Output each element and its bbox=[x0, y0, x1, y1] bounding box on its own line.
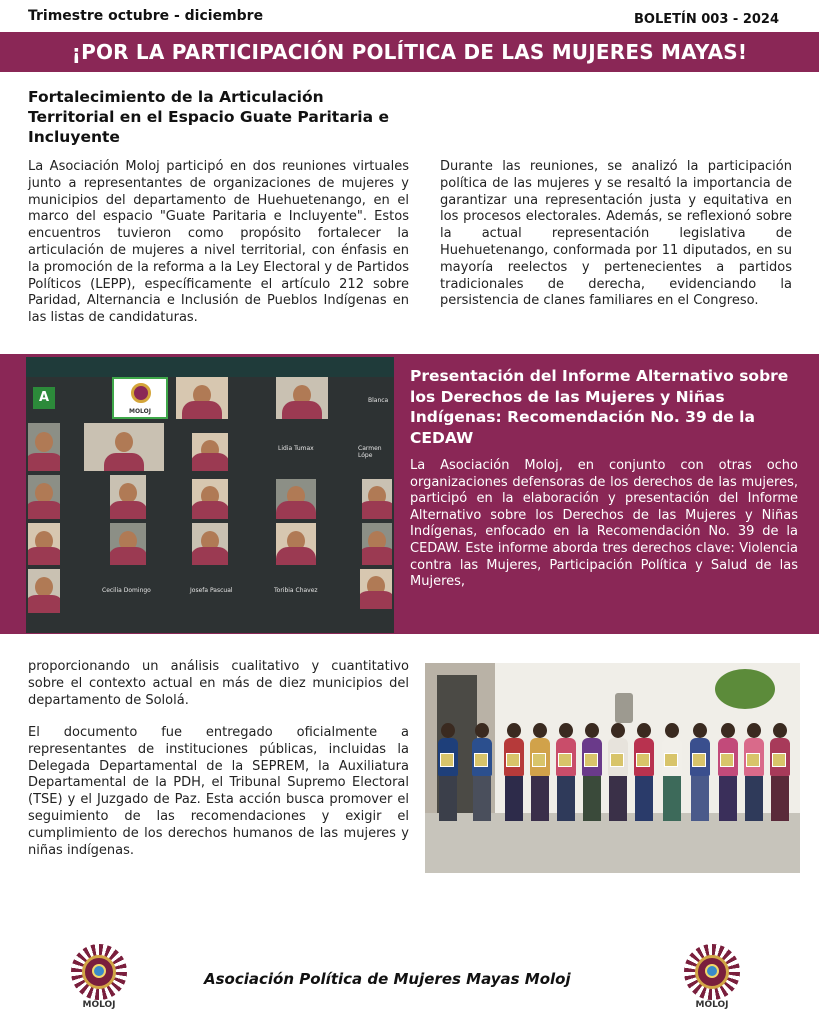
video-tile bbox=[28, 423, 60, 471]
moloj-logo-text: MOLOJ bbox=[128, 408, 151, 415]
group-photo bbox=[425, 663, 800, 873]
video-tile bbox=[192, 523, 228, 565]
video-tile bbox=[362, 523, 392, 565]
page-banner: ¡POR LA PARTICIPACIÓN POLÍTICA DE LAS MUJERES MAYAS! bbox=[0, 32, 819, 72]
video-tile bbox=[276, 523, 316, 565]
footer-logo-right bbox=[681, 944, 751, 1010]
video-tile bbox=[192, 433, 228, 471]
section2-text: La Asociación Moloj, en conjunto con otras ocho organizaciones defensoras de los derechos de las mujeres, participó en la elaboración y presentación del Informe Alternativo sobre los Derechos de las Mujeres y Niñas Indígenas, enfocado en la Recomendación No. 39 de la CEDAW. Este informe aborda tres derechos clave: Violencia contra las Mujeres, Participación Política y Salud de las Mujeres, bbox=[410, 458, 798, 590]
section2-title: Presentación del Informe Alternativo sobre los Derechos de las Mujeres y Niñas Indígenas: Recomendación No. 39 de la CEDAW bbox=[410, 367, 789, 447]
video-tile bbox=[276, 479, 316, 519]
section2-paragraph2: El documento fue entregado oficialmente a representantes de instituciones públicas, incluidas la Delegada Departamental de la SEPREM, la Auxiliatura Departamental de la PDH, el Tribunal Supremo Electoral (TSE) y el Juzgado de Paz. Esta acción busca promover el seguimiento de las recomendaciones y exigir el cumplimiento de los derechos humanos de las mujeres y niñas indígenas. bbox=[28, 725, 409, 858]
period-label: Trimestre octubre - diciembre bbox=[28, 8, 264, 24]
section1-column1: La Asociación Moloj participó en dos reuniones virtuales junto a representantes de organizaciones de mujeres y municipios del departamento de Huehuetenango, en el marco del espacio "Guate Paritaria e Incluyente". Estos encuentros tuvieron como propósito fortalecer la articulación de mujeres a nivel territorial, con énfasis en la promoción de la reforma a la Ley Electoral y de Partidos Políticos (LEPP), específicamente el artículo 212 sobre Paridad, Alternancia e Inclusión de Pueblos Indígenas en las listas de candidaturas. bbox=[28, 159, 409, 326]
footer-logo-label: MOLOJ bbox=[82, 1000, 116, 1010]
participant-name: Cecilia Domingo bbox=[102, 587, 151, 594]
participant-name: Blanca bbox=[368, 397, 389, 404]
video-tile bbox=[28, 523, 60, 565]
participant-name: Toribia Chavez bbox=[274, 587, 318, 594]
section1-title: Fortalecimiento de la Articulación Territorial en el Espacio Guate Paritaria e Incluyente bbox=[28, 88, 389, 146]
video-tile bbox=[276, 377, 328, 419]
footer-org-name: Asociación Política de Mujeres Mayas Moloj bbox=[204, 970, 571, 988]
video-tile bbox=[84, 423, 164, 471]
video-tile bbox=[28, 569, 60, 613]
zoom-meeting-photo bbox=[26, 357, 394, 633]
video-tile bbox=[360, 569, 392, 609]
participant-name: Carmen Lópe bbox=[358, 445, 382, 459]
section1-column2: Durante las reuniones, se analizó la participación política de las mujeres y se resaltó la importancia de garantizar una representación justa y equitativa en los procesos electorales. Además, se reflexionó sobre la actual representación legislativa de Huehuetenango, conformada por 11 diputados, en su mayoría reelectos y pertenecientes a partidos tradicionales de derecha, evidenciando la persistencia de clanes familiares en el Congreso. bbox=[440, 159, 792, 309]
video-tile bbox=[110, 523, 146, 565]
participant-name: Lidia Tumax bbox=[278, 445, 314, 452]
video-tile bbox=[176, 377, 228, 419]
participant-avatar: A bbox=[33, 387, 55, 409]
participant-name: Josefa Pascual bbox=[190, 587, 233, 594]
moloj-logo-icon bbox=[131, 383, 151, 403]
section2-continuation: proporcionando un análisis cualitativo y cuantitativo sobre el contexto actual en más de diez municipios del departamento de Sololá. bbox=[28, 659, 409, 708]
video-tile bbox=[362, 479, 392, 519]
footer-logo-label: MOLOJ bbox=[695, 1000, 729, 1010]
video-tile bbox=[110, 475, 146, 519]
moloj-logo-tile bbox=[112, 377, 168, 419]
bulletin-number: BOLETÍN 003 - 2024 bbox=[634, 12, 779, 27]
video-tile bbox=[192, 479, 228, 519]
footer-logo-left bbox=[68, 944, 138, 1010]
zoom-top-bar bbox=[26, 357, 394, 377]
video-tile bbox=[28, 475, 60, 519]
